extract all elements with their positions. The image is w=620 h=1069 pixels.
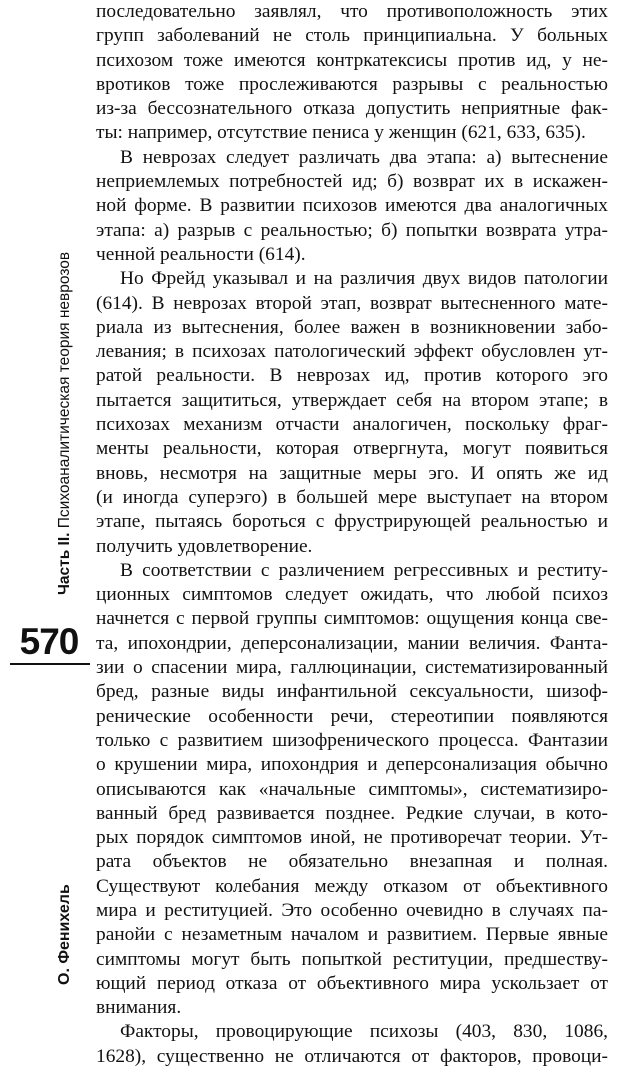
- text-line: о крушении мира, ипохондрия и деперсонализация обычно: [96, 754, 608, 776]
- paragraph: [96, 267, 608, 559]
- text-line: ционных симптомов следует ожидать, что любой психоз: [96, 584, 608, 606]
- paragraph: [96, 0, 608, 146]
- text-line: Существуют колебания между отказом от объективного: [96, 875, 608, 897]
- text-line: ющий период отказа от объективного мира ускользает от: [96, 972, 608, 994]
- paragraph: [96, 1020, 608, 1069]
- text-line: ратой реальности. В неврозах ид, против которого эго: [96, 365, 608, 387]
- text-line: (614). В неврозах второй этап, возврат вытесненного мате-: [96, 292, 608, 314]
- text-line: 1628), существенно не отличаются от факторов, провоци-: [96, 1045, 608, 1067]
- text-line: получить удовлетворение.: [96, 535, 313, 557]
- text-line: левания; в психозах патологический эффект обусловлен ут-: [96, 341, 608, 363]
- text-line: та, ипохондрии, деперсонализации, мании величия. Фанта-: [96, 632, 608, 654]
- page-number: 570: [19, 621, 79, 662]
- text-line: неприемлемых потребностей ид; б) возврат их в искажен-: [96, 171, 608, 193]
- text-line: зии о спасении мира, галлюцинации, систематизированный: [96, 657, 608, 679]
- text-line: из-за бессознательного отказа допустить неприятные фак-: [96, 98, 608, 120]
- text-line: симптомы могут быть попыткой реституции, предшеству-: [96, 948, 608, 970]
- text-line: бред, разные виды инфантильной сексуальности, шизоф-: [96, 681, 608, 703]
- text-line: ванный бред развивается позднее. Редкие случаи, в кото-: [96, 802, 608, 824]
- paragraph: [96, 559, 608, 1021]
- text-line: ранойи с незаметным началом и развитием. Первые явные: [96, 924, 608, 946]
- text-line: Но Фрейд указывал и на различия двух видов патологии: [120, 268, 608, 290]
- text-line: рых порядок симптомов иной, не противоречат теории. Ут-: [96, 827, 608, 849]
- text-line: ренические особенности речи, стереотипии появляются: [96, 705, 608, 727]
- text-line: Факторы, провоцирующие психозы (403, 830, 1086,: [120, 1021, 608, 1043]
- text-line: описываются как «начальные симптомы», систематизиро-: [96, 778, 608, 800]
- text-line: ты: например, отсутствие пениса у женщин (621, 633, 635).: [96, 122, 586, 144]
- text-line: этапа: а) разрыв с реальностью; б) попытки возврата утра-: [96, 219, 608, 241]
- running-author: О. Фенихель: [56, 884, 73, 985]
- page-body-text: [96, 0, 608, 1069]
- text-line: последовательно заявлял, что противоположность этих: [96, 1, 608, 22]
- text-line: (и иногда суперэго) в большей мере выступает на втором: [96, 486, 608, 508]
- paragraph: [96, 146, 608, 267]
- text-line: рата объектов не обязательно внезапная и полная.: [96, 851, 608, 873]
- text-line: вротиков тоже прослеживаются разрывы с реальностью: [96, 73, 608, 95]
- text-line: этапе, пытаясь бороться с фрустрирующей реальностью и: [96, 511, 608, 533]
- text-line: менты реальности, которая отвергнута, могут появиться: [96, 438, 608, 460]
- text-line: В соответствии с различением регрессивных и реститу-: [120, 559, 608, 581]
- text-line: В неврозах следует различать два этапа: а) вытеснение: [120, 146, 608, 168]
- running-header: [54, 195, 76, 595]
- text-line: мира и реституцией. Это особенно очевидно в случаях па-: [96, 899, 608, 921]
- page-number-rule: [10, 663, 90, 665]
- text-line: ной форме. В развитии психозов имеются два аналогичных: [96, 195, 608, 217]
- text-line: психозом тоже имеются контркатексисы против ид, у не-: [96, 49, 608, 71]
- text-line: риала из вытеснения, более важен в возникновении забо-: [96, 316, 608, 338]
- text-line: ченной реальности (614).: [96, 243, 306, 265]
- text-line: только с развитием шизофренического процесса. Фантазии: [96, 729, 608, 751]
- text-line: внимания.: [96, 997, 182, 1019]
- text-line: начнется с первой группы симптомов: ощущения конца све-: [96, 608, 608, 630]
- text-line: вновь, несмотря на защитные меры эго. И опять же ид: [96, 462, 608, 484]
- text-line: групп заболеваний не столь принципиальна. У больных: [96, 25, 608, 47]
- text-line: психозах механизм отчасти аналогичен, поскольку фраг-: [96, 414, 608, 436]
- running-header-part: Часть II.: [56, 532, 73, 595]
- text-line: пытается защититься, утверждает себя на втором этапе; в: [96, 389, 608, 411]
- running-header-title: Психоаналитическая теория неврозов: [56, 251, 73, 529]
